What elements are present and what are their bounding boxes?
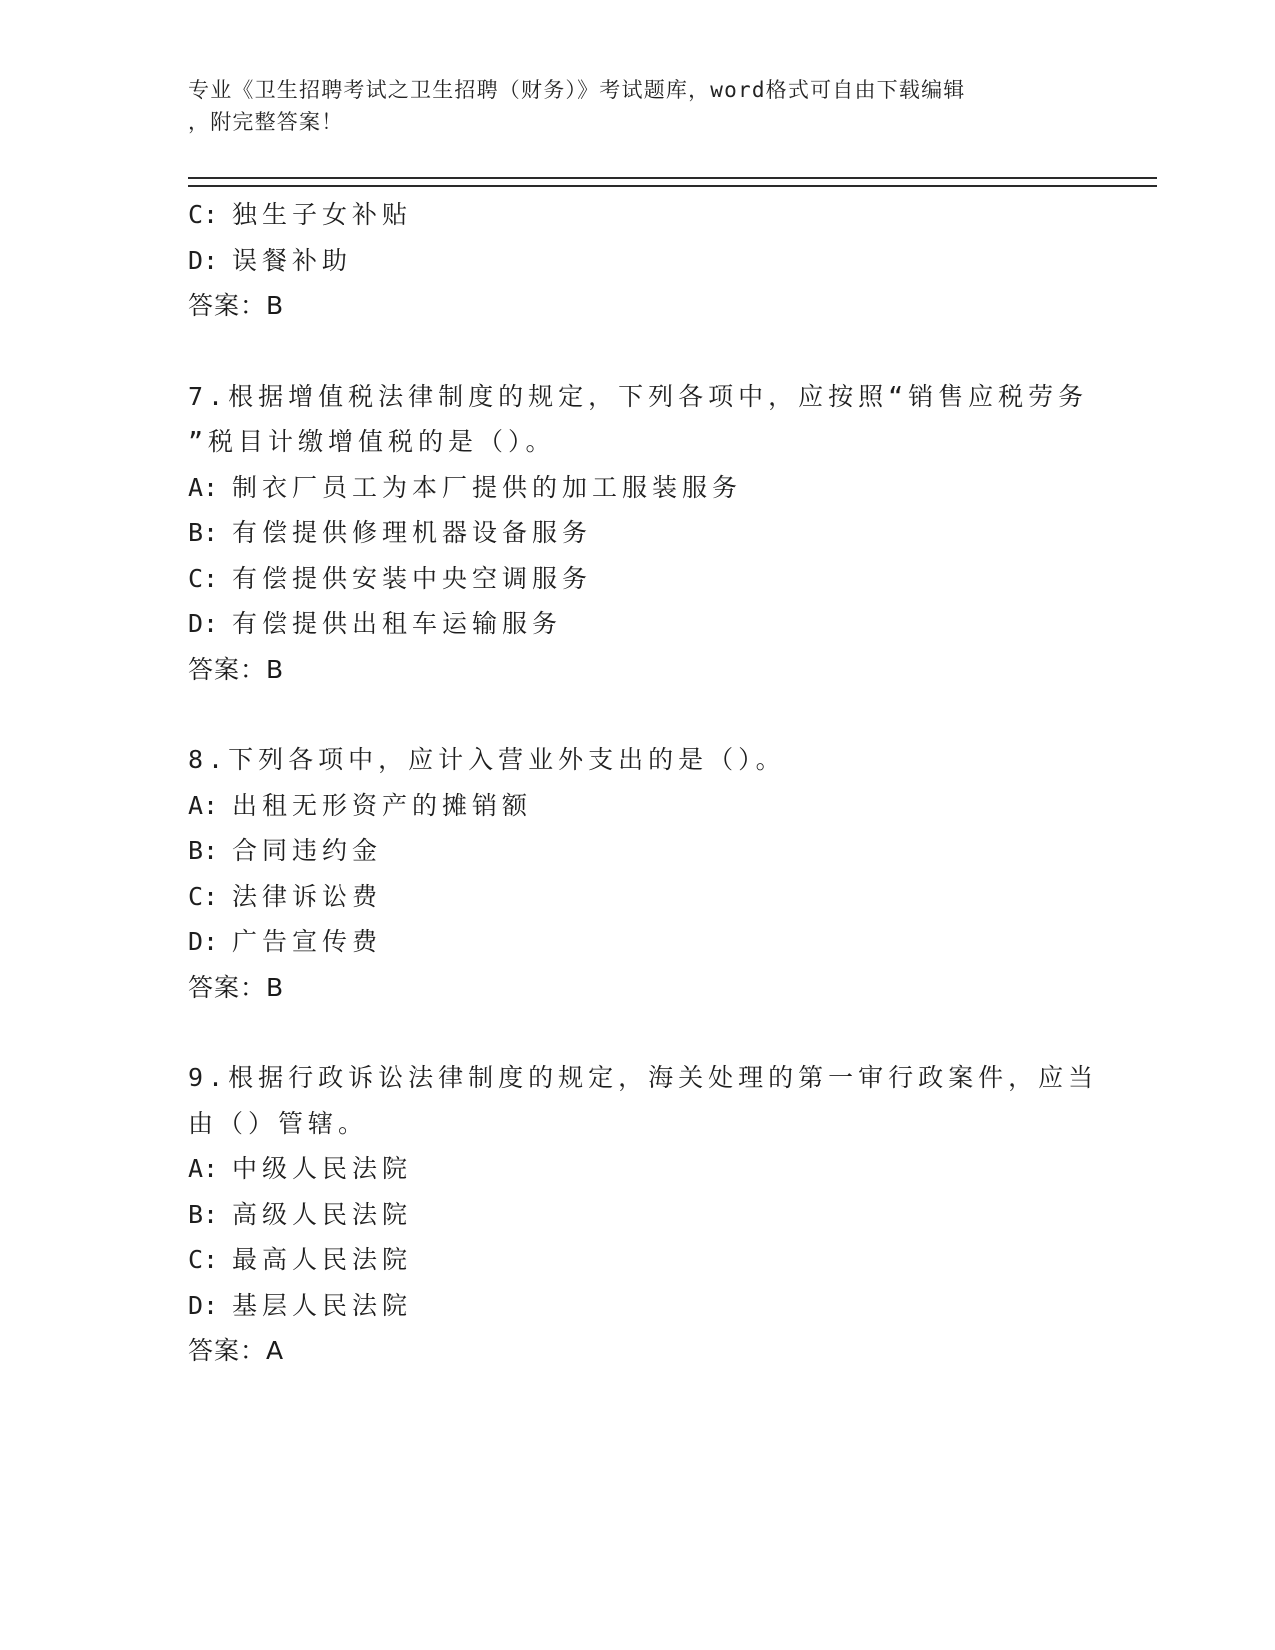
answer: 答案：B: [188, 291, 285, 320]
question-stem-line-1: 8.下列各项中，应计入营业外支出的是（）。: [188, 745, 786, 774]
option-text: 基层人民法院: [232, 1290, 413, 1320]
option-b: [188, 1192, 1088, 1238]
option-letter: D:: [188, 927, 219, 956]
option-text: 出租无形资产的摊销额: [232, 790, 533, 820]
option-letter: C:: [188, 1245, 219, 1274]
question-8: [188, 737, 1088, 1010]
option-d: [188, 601, 1088, 647]
question-9: [188, 1055, 1099, 1374]
option-letter: A:: [188, 1154, 219, 1183]
option-text: 最高人民法院: [232, 1245, 413, 1274]
option-c: [188, 1237, 1088, 1283]
answer: 答案：B: [188, 972, 285, 1002]
option-letter: C:: [188, 881, 219, 911]
option-text: 法律诉讼费: [232, 881, 383, 911]
option-text: 有偿提供修理机器设备服务: [232, 518, 593, 547]
option-a: [188, 465, 1088, 511]
option-text: 有偿提供出租车运输服务: [232, 609, 563, 638]
question-list: [188, 192, 1099, 1374]
option-letter: B:: [188, 1199, 219, 1229]
option-text: 中级人民法院: [232, 1154, 413, 1183]
header-divider: [188, 177, 1157, 187]
option-letter: A:: [188, 472, 219, 502]
option-text: 制衣厂员工为本厂提供的加工服装服务: [232, 472, 743, 502]
option-text: 独生子女补贴: [232, 200, 413, 229]
option-text: 高级人民法院: [232, 1199, 413, 1229]
option-d: [188, 1283, 1088, 1329]
option-text: 合同违约金: [232, 836, 383, 865]
option-letter: B:: [188, 836, 219, 865]
document-header: [188, 74, 1068, 138]
option-letter: C:: [188, 563, 219, 593]
header-line-1: 专业《卫生招聘考试之卫生招聘（财务）》考试题库，word格式可自由下载编辑: [188, 78, 966, 102]
header-line-2: ，附完整答案！: [188, 110, 344, 134]
option-letter: D:: [188, 609, 219, 638]
question-stem-line-2: 由（）管辖。: [188, 1108, 369, 1138]
option-c: [188, 192, 1088, 238]
option-text: 广告宣传费: [232, 927, 383, 956]
option-d: [188, 238, 1088, 284]
option-letter: D:: [188, 1290, 219, 1320]
option-letter: B:: [188, 518, 219, 547]
option-c: [188, 874, 1088, 920]
question-stem-line-1: 9.根据行政诉讼法律制度的规定，海关处理的第一审行政案件，应当: [188, 1063, 1099, 1092]
option-a: [188, 1146, 1088, 1192]
option-b: [188, 510, 1088, 556]
option-letter: D:: [188, 245, 219, 275]
option-letter: C:: [188, 200, 219, 229]
option-text: 误餐补助: [232, 245, 353, 275]
option-b: [188, 828, 1088, 874]
question-7: [188, 374, 1088, 693]
answer: 答案：A: [188, 1336, 285, 1365]
option-text: 有偿提供安装中央空调服务: [232, 563, 593, 593]
option-d: [188, 919, 1088, 965]
option-c: [188, 556, 1088, 602]
question-stem-line-1: 7.根据增值税法律制度的规定，下列各项中，应按照“销售应税劳务: [188, 381, 1089, 411]
option-a: [188, 783, 1088, 829]
question-6-continued: [188, 192, 1088, 329]
answer: 答案：B: [188, 654, 285, 684]
question-stem-line-2: ”税目计缴增值税的是（）。: [188, 427, 556, 456]
option-letter: A:: [188, 790, 219, 820]
